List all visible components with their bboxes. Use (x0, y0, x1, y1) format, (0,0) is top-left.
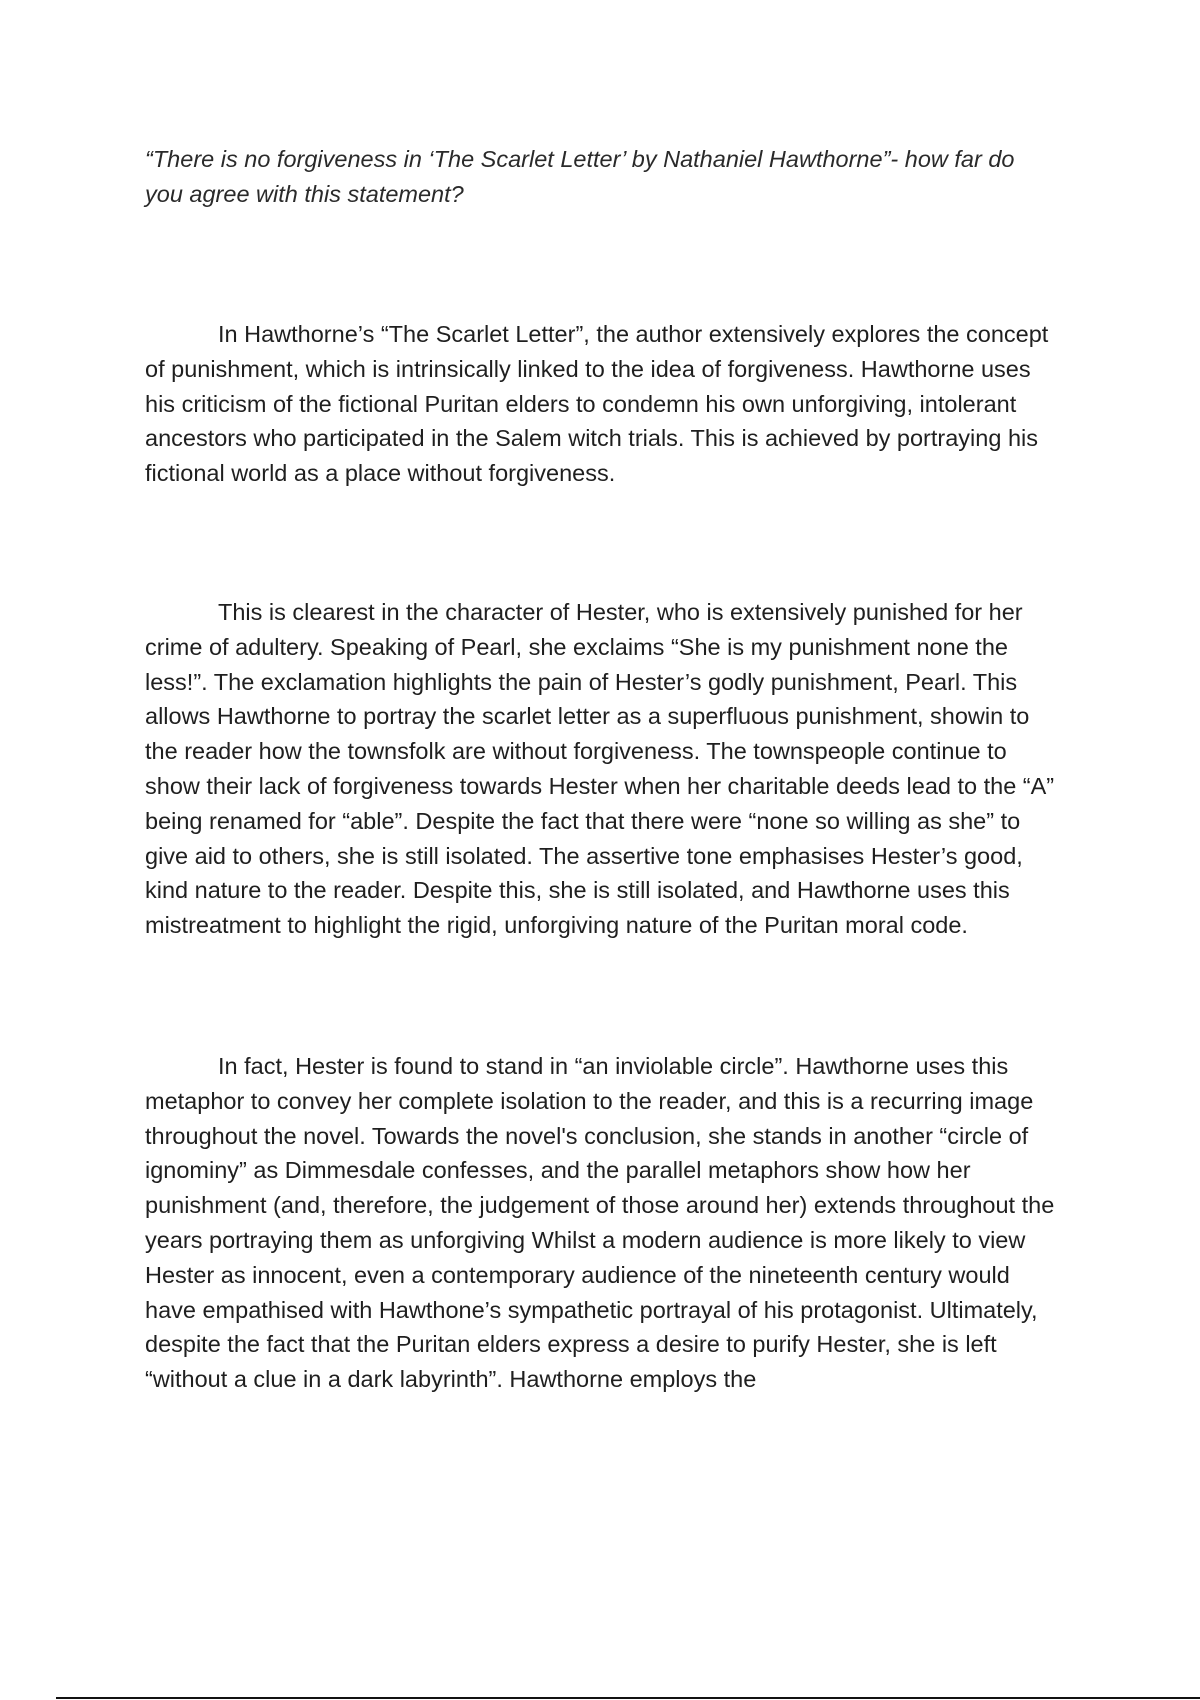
essay-paragraph-introduction: In Hawthorne’s “The Scarlet Letter”, the author extensively explores the concept of punishment, which is intrinsically linked to the idea of forgiveness. Hawthorne uses his criticism of the fictional Puritan elders to condemn his own unforgiving, intolerant ancestors who participated in the Salem witch trials. This is achieved by portraying his fictional world as a place without forgiveness. (145, 321, 1049, 487)
essay-paragraph-inviolable-circle: In fact, Hester is found to stand in “an inviolable circle”. Hawthorne uses this metaphor to convey her complete isolation to the reader, and this is a recurring image throughout the novel. Towards the novel's conclusion, she stands in another “circle of ignominy” as Dimmesdale confesses, and the parallel metaphors show how her punishment (and, therefore, the judgement of those around her) extends throughout the years portraying them as unforgiving Whilst a modern audience is more likely to view Hester as innocent, even a contemporary audience of the nineteenth century would have empathised with Hawthone’s sympathetic portrayal of his protagonist. Ultimately, despite the fact that the Puritan elders express a desire to purify Hester, she is left “without a clue in a dark labyrinth”. Hawthorne employs the (145, 1052, 1055, 1393)
page-bottom-rule (56, 1697, 1200, 1699)
document-page (145, 142, 1055, 1397)
essay-paragraph-hester-punishment: This is clearest in the character of Hester, who is extensively punished for her crime of adultery. Speaking of Pearl, she exclaims “She is my punishment none the less!”. The exclamation highlights the pain of Hester’s godly punishment, Pearl. This allows Hawthorne to portray the scarlet letter as a superfluous punishment, showin to the reader how the townsfolk are without forgiveness. The townspeople continue to show their lack of forgiveness towards Hester when her charitable deeds lead to the “A” being renamed for “able”. Despite the fact that there were “none so willing as she” to give aid to others, she is still isolated. The assertive tone emphasises Hester’s good, kind nature to the reader. Despite this, she is still isolated, and Hawthorne uses this mistreatment to highlight the rigid, unforgiving nature of the Puritan moral code. (145, 598, 1055, 939)
essay-question: “There is no forgiveness in ‘The Scarlet Letter’ by Nathaniel Hawthorne”- how far do you agree with this statement? (145, 146, 1015, 207)
